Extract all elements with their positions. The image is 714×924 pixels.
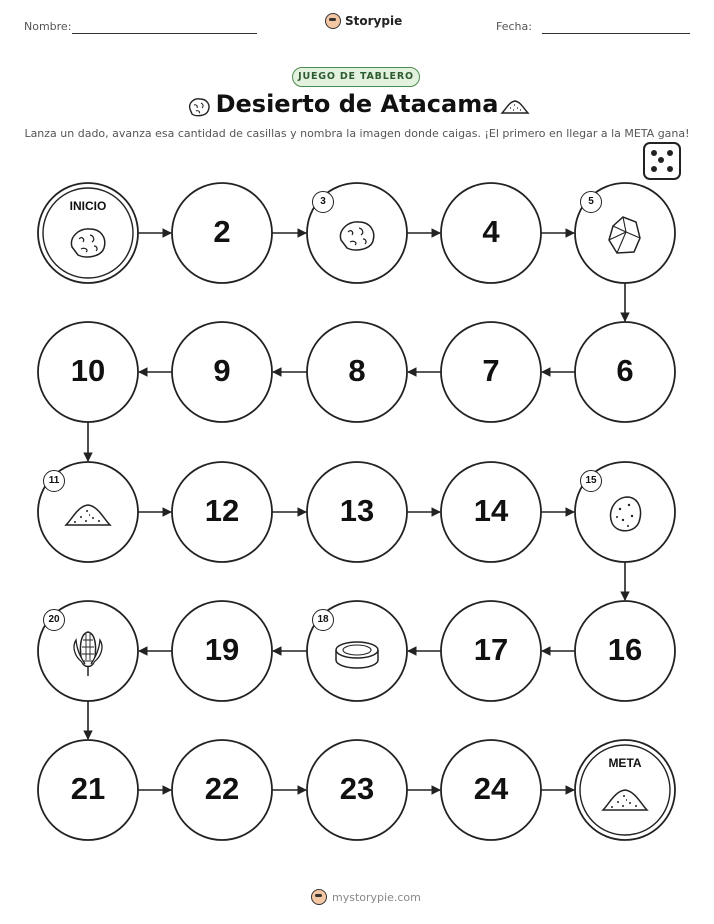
- space-number: 24: [473, 771, 509, 806]
- date-label: Fecha:: [496, 20, 532, 33]
- rock-icon: [340, 222, 373, 250]
- space-number-badge: 20: [43, 609, 65, 631]
- space-number: 22: [204, 771, 240, 806]
- space-number: 4: [482, 214, 500, 249]
- worksheet-type-tag: JUEGO DE TABLERO: [292, 67, 420, 87]
- space-number: 8: [348, 353, 366, 388]
- coin-icon: [336, 642, 378, 668]
- space-number: 14: [473, 493, 509, 528]
- storypie-mascot-icon: [311, 889, 327, 905]
- brand-name: Storypie: [345, 14, 403, 28]
- space-number: 12: [204, 493, 240, 528]
- pebble-icon: [610, 497, 640, 531]
- finish-space: [575, 740, 675, 840]
- instructions: Lanza un dado, avanza esa cantidad de casillas y nombra la imagen donde caigas. ¡El primero en llegar a la META gana!: [24, 127, 690, 140]
- start-space: [38, 183, 138, 283]
- space-number: 17: [473, 632, 509, 667]
- space-number: 19: [204, 632, 240, 667]
- space-number: 13: [339, 493, 375, 528]
- space-number: 7: [482, 353, 500, 388]
- space-number-badge: 5: [580, 191, 602, 213]
- space-number: 23: [339, 771, 375, 806]
- space-number: 2: [213, 214, 231, 249]
- name-label: Nombre:: [24, 20, 72, 33]
- start-label: INICIO: [69, 199, 107, 213]
- footer: [311, 889, 421, 905]
- rock-icon: [71, 229, 104, 257]
- finish-label: META: [608, 756, 642, 770]
- space-number: 16: [607, 632, 643, 667]
- space-number-badge: 15: [580, 470, 602, 492]
- space-number: 6: [616, 353, 634, 388]
- space-number: 21: [70, 771, 106, 806]
- page-title: Desierto de Atacama: [215, 90, 499, 118]
- space-number: 9: [213, 353, 231, 388]
- footer-url: mystorypie.com: [332, 890, 421, 904]
- space-number-badge: 3: [312, 191, 334, 213]
- space-number: 10: [70, 353, 106, 388]
- space-number-badge: 18: [312, 609, 334, 631]
- space-number-badge: 11: [43, 470, 65, 492]
